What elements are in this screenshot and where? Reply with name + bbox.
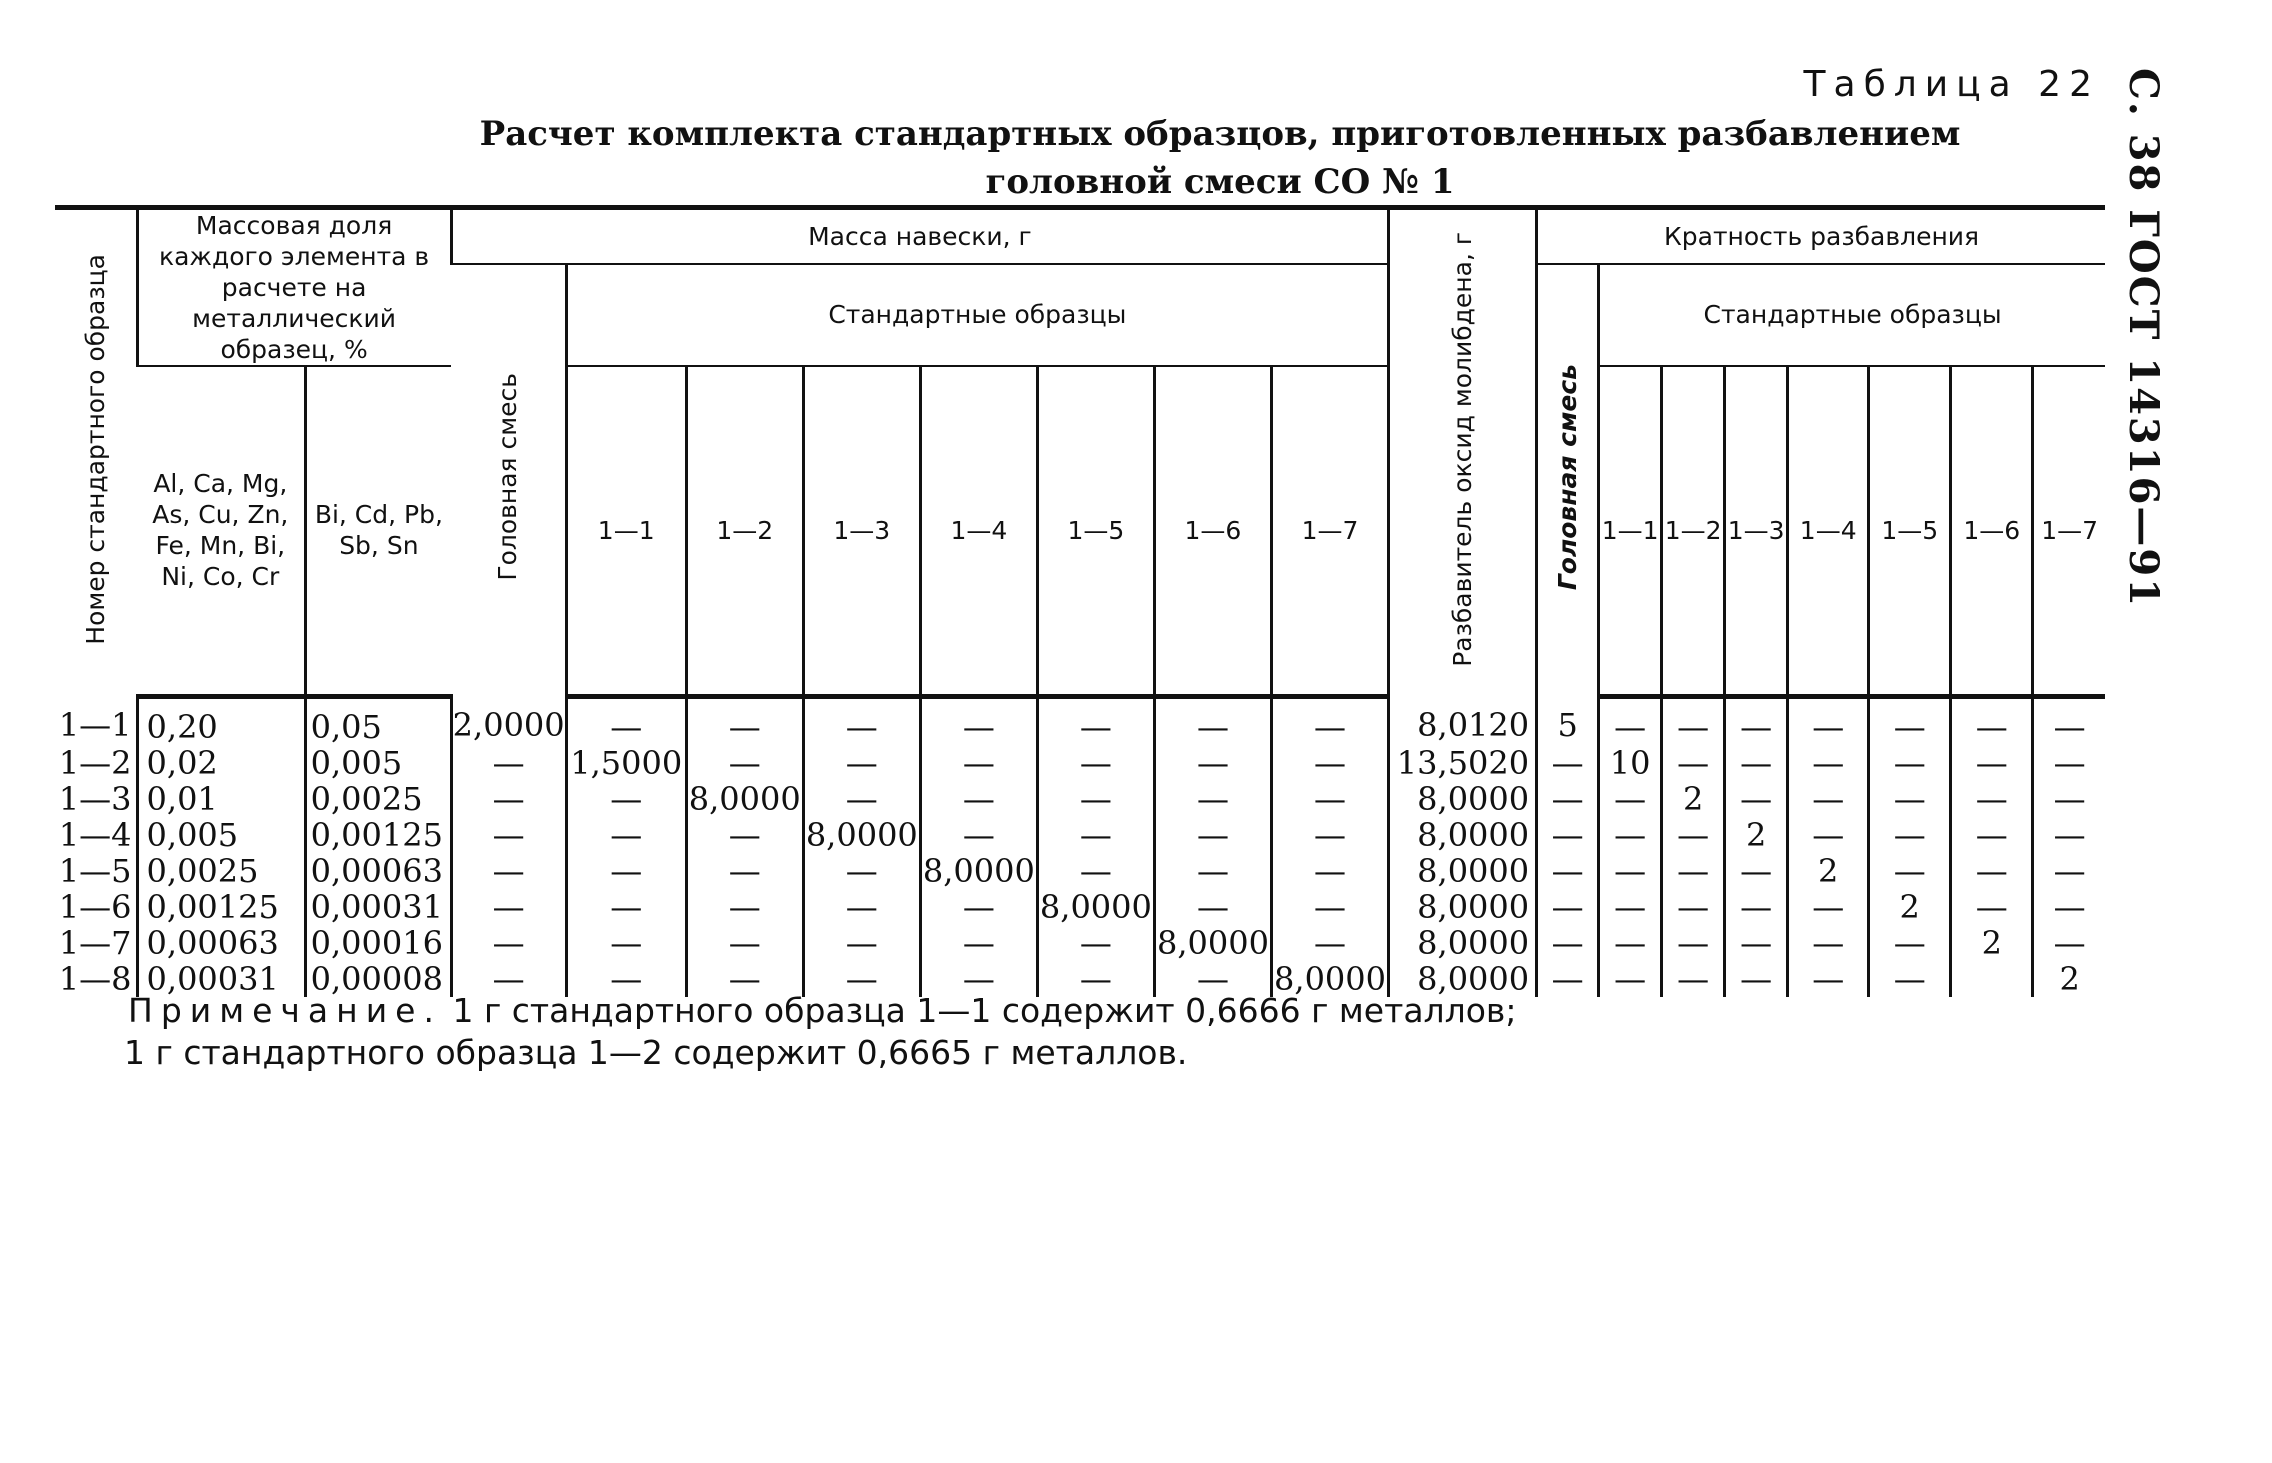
- cell-mass: —: [1271, 745, 1388, 781]
- header-ratio-col: 1—5: [1869, 366, 1951, 696]
- cell-mass-fraction-group1: 0,01: [137, 781, 305, 817]
- cell-dilution-ratio: —: [1725, 781, 1788, 817]
- header-ratio-col: 1—1: [1599, 366, 1662, 696]
- cell-mass: 8,0000: [1271, 961, 1388, 997]
- cell-mass: —: [566, 853, 686, 889]
- cell-dilution-ratio: —: [1662, 925, 1725, 961]
- cell-dilution-ratio: —: [1725, 961, 1788, 997]
- cell-dilution-ratio: —: [2033, 781, 2105, 817]
- header-mass-col: 1—6: [1154, 366, 1271, 696]
- cell-mass: 8,0000: [1037, 889, 1154, 925]
- cell-mass: —: [803, 781, 920, 817]
- cell-dilution-ratio: 2: [2033, 961, 2105, 997]
- cell-mass: —: [1037, 961, 1154, 997]
- header-mass-weighed: Масса навески, г: [451, 208, 1388, 264]
- cell-mass: —: [686, 961, 803, 997]
- cell-mass: —: [803, 889, 920, 925]
- cell-dilution-ratio: —: [1662, 961, 1725, 997]
- cell-dilution-ratio: —: [1788, 817, 1869, 853]
- cell-mass-fraction-group2: 0,00008: [305, 961, 451, 997]
- cell-mass: —: [451, 961, 566, 997]
- cell-dilution-ratio: —: [1951, 781, 2033, 817]
- cell-mass: —: [451, 817, 566, 853]
- cell-mass-fraction-group1: 0,20: [137, 696, 305, 745]
- cell-dilution-ratio: —: [1599, 889, 1662, 925]
- cell-dilution-ratio: —: [1951, 745, 2033, 781]
- note-line1: 1 г стандартного образца 1—1 содержит 0,6666 г металлов;: [452, 991, 1517, 1030]
- cell-dilution-ratio: —: [1869, 696, 1951, 745]
- cell-mass: —: [566, 889, 686, 925]
- cell-mass: —: [451, 853, 566, 889]
- cell-diluent: 8,0120: [1389, 696, 1537, 745]
- cell-dilution-ratio: —: [1869, 817, 1951, 853]
- cell-mass: 2,0000: [451, 696, 566, 745]
- cell-sample-number: 1—2: [58, 743, 132, 782]
- cell-mass: —: [920, 925, 1037, 961]
- cell-dilution-ratio: —: [1869, 925, 1951, 961]
- table-row: [55, 817, 2105, 853]
- table-row: [55, 925, 2105, 961]
- cell-dilution-ratio: —: [1662, 817, 1725, 853]
- header-ratio-col: 1—6: [1951, 366, 2033, 696]
- cell-dilution-ratio: —: [1788, 745, 1869, 781]
- cell-mass-fraction-group2: 0,00016: [305, 925, 451, 961]
- table-title: [430, 110, 2010, 206]
- cell-mass: —: [920, 745, 1037, 781]
- cell-dilution-ratio: —: [2033, 853, 2105, 889]
- cell-dilution-ratio: —: [1599, 853, 1662, 889]
- cell-dilution-ratio: —: [1537, 889, 1599, 925]
- cell-mass: 8,0000: [803, 817, 920, 853]
- cell-dilution-ratio: —: [1951, 853, 2033, 889]
- cell-dilution-ratio: —: [1537, 817, 1599, 853]
- header-ratio-col: 1—4: [1788, 366, 1869, 696]
- cell-mass: —: [803, 961, 920, 997]
- cell-mass: —: [1154, 696, 1271, 745]
- cell-mass: —: [1154, 853, 1271, 889]
- cell-dilution-ratio: —: [1951, 817, 2033, 853]
- header-elements-group2: Bi, Cd, Pb, Sb, Sn: [305, 366, 451, 696]
- cell-mass: —: [566, 817, 686, 853]
- cell-dilution-ratio: —: [1662, 889, 1725, 925]
- cell-dilution-ratio: —: [1788, 781, 1869, 817]
- cell-mass: —: [803, 853, 920, 889]
- cell-sample-number: 1—7: [58, 923, 132, 962]
- cell-mass: —: [1271, 853, 1388, 889]
- cell-dilution-ratio: —: [2033, 745, 2105, 781]
- header-ratio-head-mixture: Головная смесь: [1537, 264, 1599, 697]
- cell-dilution-ratio: —: [1788, 925, 1869, 961]
- table-title-line2: головной смеси СО № 1: [985, 162, 1455, 202]
- table-row: [55, 889, 2105, 925]
- header-sample-number: Номер стандартного образца: [55, 208, 137, 697]
- cell-dilution-ratio: 2: [1869, 889, 1951, 925]
- page-side-label: С. 38 ГОСТ 14316—91: [2120, 68, 2167, 609]
- cell-dilution-ratio: 5: [1537, 696, 1599, 745]
- cell-dilution-ratio: 2: [1662, 781, 1725, 817]
- cell-mass: —: [1037, 925, 1154, 961]
- cell-dilution-ratio: 10: [1599, 745, 1662, 781]
- cell-mass: —: [1271, 925, 1388, 961]
- cell-dilution-ratio: —: [1869, 853, 1951, 889]
- cell-sample-number: 1—5: [58, 851, 132, 890]
- data-table: [55, 205, 2105, 997]
- header-ratio-standard-samples: Стандартные образцы: [1599, 264, 2105, 367]
- cell-dilution-ratio: —: [1788, 696, 1869, 745]
- note-line2: 1 г стандартного образца 1—2 содержит 0,6665 г металлов.: [124, 1033, 1188, 1072]
- cell-diluent: 8,0000: [1389, 781, 1537, 817]
- cell-mass: —: [566, 925, 686, 961]
- cell-dilution-ratio: —: [1537, 781, 1599, 817]
- cell-mass: —: [1037, 745, 1154, 781]
- cell-diluent: 8,0000: [1389, 853, 1537, 889]
- table-number: Таблица 22: [1803, 64, 2100, 105]
- cell-dilution-ratio: —: [1599, 696, 1662, 745]
- cell-dilution-ratio: —: [1537, 961, 1599, 997]
- cell-diluent: 8,0000: [1389, 817, 1537, 853]
- cell-dilution-ratio: —: [1537, 745, 1599, 781]
- cell-mass-fraction-group2: 0,00063: [305, 853, 451, 889]
- table-row: [55, 745, 2105, 781]
- cell-dilution-ratio: —: [2033, 925, 2105, 961]
- cell-mass: —: [1154, 889, 1271, 925]
- cell-mass: —: [686, 745, 803, 781]
- cell-mass: —: [803, 925, 920, 961]
- header-mass-col: 1—7: [1271, 366, 1388, 696]
- cell-mass-fraction-group2: 0,00031: [305, 889, 451, 925]
- header-elements-group1: Al, Ca, Mg, As, Cu, Zn, Fe, Mn, Bi, Ni, Co, Cr: [137, 366, 305, 696]
- cell-dilution-ratio: —: [1725, 889, 1788, 925]
- cell-mass: 8,0000: [686, 781, 803, 817]
- header-mass-col: 1—5: [1037, 366, 1154, 696]
- cell-mass: —: [920, 696, 1037, 745]
- cell-dilution-ratio: —: [2033, 696, 2105, 745]
- cell-dilution-ratio: —: [1599, 925, 1662, 961]
- note-lead: Примечание.: [128, 991, 442, 1030]
- header-mass-standard-samples: Стандартные образцы: [566, 264, 1388, 367]
- cell-mass-fraction-group2: 0,005: [305, 745, 451, 781]
- cell-mass: 8,0000: [1154, 925, 1271, 961]
- cell-mass: —: [1154, 961, 1271, 997]
- cell-mass: —: [451, 781, 566, 817]
- cell-dilution-ratio: —: [1869, 745, 1951, 781]
- cell-sample-number: 1—1: [58, 706, 132, 745]
- cell-dilution-ratio: —: [1599, 781, 1662, 817]
- cell-dilution-ratio: —: [1599, 817, 1662, 853]
- cell-dilution-ratio: —: [1662, 745, 1725, 781]
- cell-dilution-ratio: —: [1951, 696, 2033, 745]
- header-dilution-ratio: Кратность разбавления: [1537, 208, 2105, 264]
- cell-mass: —: [451, 745, 566, 781]
- cell-mass-fraction-group1: 0,02: [137, 745, 305, 781]
- cell-dilution-ratio: —: [1662, 696, 1725, 745]
- cell-mass-fraction-group1: 0,0025: [137, 853, 305, 889]
- cell-mass: —: [1271, 696, 1388, 745]
- cell-mass: —: [1037, 781, 1154, 817]
- cell-dilution-ratio: —: [1599, 961, 1662, 997]
- cell-mass: —: [803, 745, 920, 781]
- cell-dilution-ratio: —: [1725, 696, 1788, 745]
- cell-dilution-ratio: —: [1537, 925, 1599, 961]
- cell-mass: —: [1154, 781, 1271, 817]
- cell-diluent: 13,5020: [1389, 745, 1537, 781]
- cell-diluent: 8,0000: [1389, 889, 1537, 925]
- cell-diluent: 8,0000: [1389, 925, 1537, 961]
- cell-dilution-ratio: 2: [1788, 853, 1869, 889]
- cell-mass: —: [451, 889, 566, 925]
- cell-mass: —: [920, 961, 1037, 997]
- cell-dilution-ratio: —: [1788, 889, 1869, 925]
- cell-dilution-ratio: 2: [1725, 817, 1788, 853]
- cell-dilution-ratio: —: [1537, 853, 1599, 889]
- cell-mass: —: [1037, 817, 1154, 853]
- cell-sample-number: 1—4: [58, 815, 132, 854]
- cell-dilution-ratio: 2: [1951, 925, 2033, 961]
- cell-mass-fraction-group1: 0,00125: [137, 889, 305, 925]
- cell-mass-fraction-group2: 0,0025: [305, 781, 451, 817]
- cell-mass: 1,5000: [566, 745, 686, 781]
- table-note: [124, 990, 1517, 1074]
- cell-mass: —: [920, 889, 1037, 925]
- header-ratio-col: 1—2: [1662, 366, 1725, 696]
- cell-mass: —: [566, 696, 686, 745]
- header-diluent: Разбавитель оксид молибдена, г: [1389, 208, 1537, 697]
- header-mass-col: 1—1: [566, 366, 686, 696]
- cell-mass: —: [566, 961, 686, 997]
- cell-sample-number: 1—6: [58, 887, 132, 926]
- cell-dilution-ratio: [1951, 961, 2033, 997]
- header-mass-head-mixture: Головная смесь: [493, 372, 523, 581]
- header-ratio-col: 1—3: [1725, 366, 1788, 696]
- header-ratio-col: 1—7: [2033, 366, 2105, 696]
- cell-mass: —: [1154, 745, 1271, 781]
- cell-mass: —: [566, 781, 686, 817]
- table-row: [55, 781, 2105, 817]
- cell-mass: —: [1154, 817, 1271, 853]
- cell-mass-fraction-group1: 0,005: [137, 817, 305, 853]
- table-body: [55, 696, 2105, 997]
- cell-mass: —: [1037, 696, 1154, 745]
- cell-mass: —: [686, 889, 803, 925]
- cell-mass-fraction-group1: 0,00063: [137, 925, 305, 961]
- cell-mass: —: [686, 696, 803, 745]
- header-mass-fraction: Массовая доля каждого элемента в расчете на металлический образец, %: [137, 208, 451, 367]
- cell-mass: —: [1271, 781, 1388, 817]
- cell-mass: —: [686, 853, 803, 889]
- cell-mass: —: [1271, 889, 1388, 925]
- cell-dilution-ratio: —: [1951, 889, 2033, 925]
- cell-mass: —: [451, 925, 566, 961]
- cell-dilution-ratio: —: [1662, 853, 1725, 889]
- cell-sample-number: 1—3: [58, 779, 132, 818]
- cell-mass-fraction-group2: 0,00125: [305, 817, 451, 853]
- cell-sample-number: 1—8: [58, 959, 132, 998]
- cell-mass: —: [920, 781, 1037, 817]
- cell-mass: —: [1037, 853, 1154, 889]
- cell-mass-fraction-group1: 0,00031: [137, 961, 305, 997]
- cell-mass-fraction-group2: 0,05: [305, 696, 451, 745]
- header-mass-col: 1—2: [686, 366, 803, 696]
- table-row: [55, 853, 2105, 889]
- cell-mass: —: [803, 696, 920, 745]
- cell-dilution-ratio: —: [2033, 889, 2105, 925]
- header-mass-col: 1—3: [803, 366, 920, 696]
- cell-dilution-ratio: —: [1725, 745, 1788, 781]
- table-title-line1: Расчет комплекта стандартных образцов, приготовленных разбавлением: [479, 114, 1961, 154]
- cell-dilution-ratio: —: [1725, 853, 1788, 889]
- cell-mass: —: [686, 925, 803, 961]
- header-mass-col: 1—4: [920, 366, 1037, 696]
- cell-mass: —: [1271, 817, 1388, 853]
- cell-mass: —: [920, 817, 1037, 853]
- cell-dilution-ratio: —: [1869, 961, 1951, 997]
- cell-dilution-ratio: —: [1869, 781, 1951, 817]
- cell-mass: 8,0000: [920, 853, 1037, 889]
- cell-dilution-ratio: —: [1788, 961, 1869, 997]
- cell-mass: —: [686, 817, 803, 853]
- cell-dilution-ratio: —: [1725, 925, 1788, 961]
- cell-dilution-ratio: —: [2033, 817, 2105, 853]
- cell-diluent: 8,0000: [1389, 961, 1537, 997]
- table-row: [55, 696, 2105, 745]
